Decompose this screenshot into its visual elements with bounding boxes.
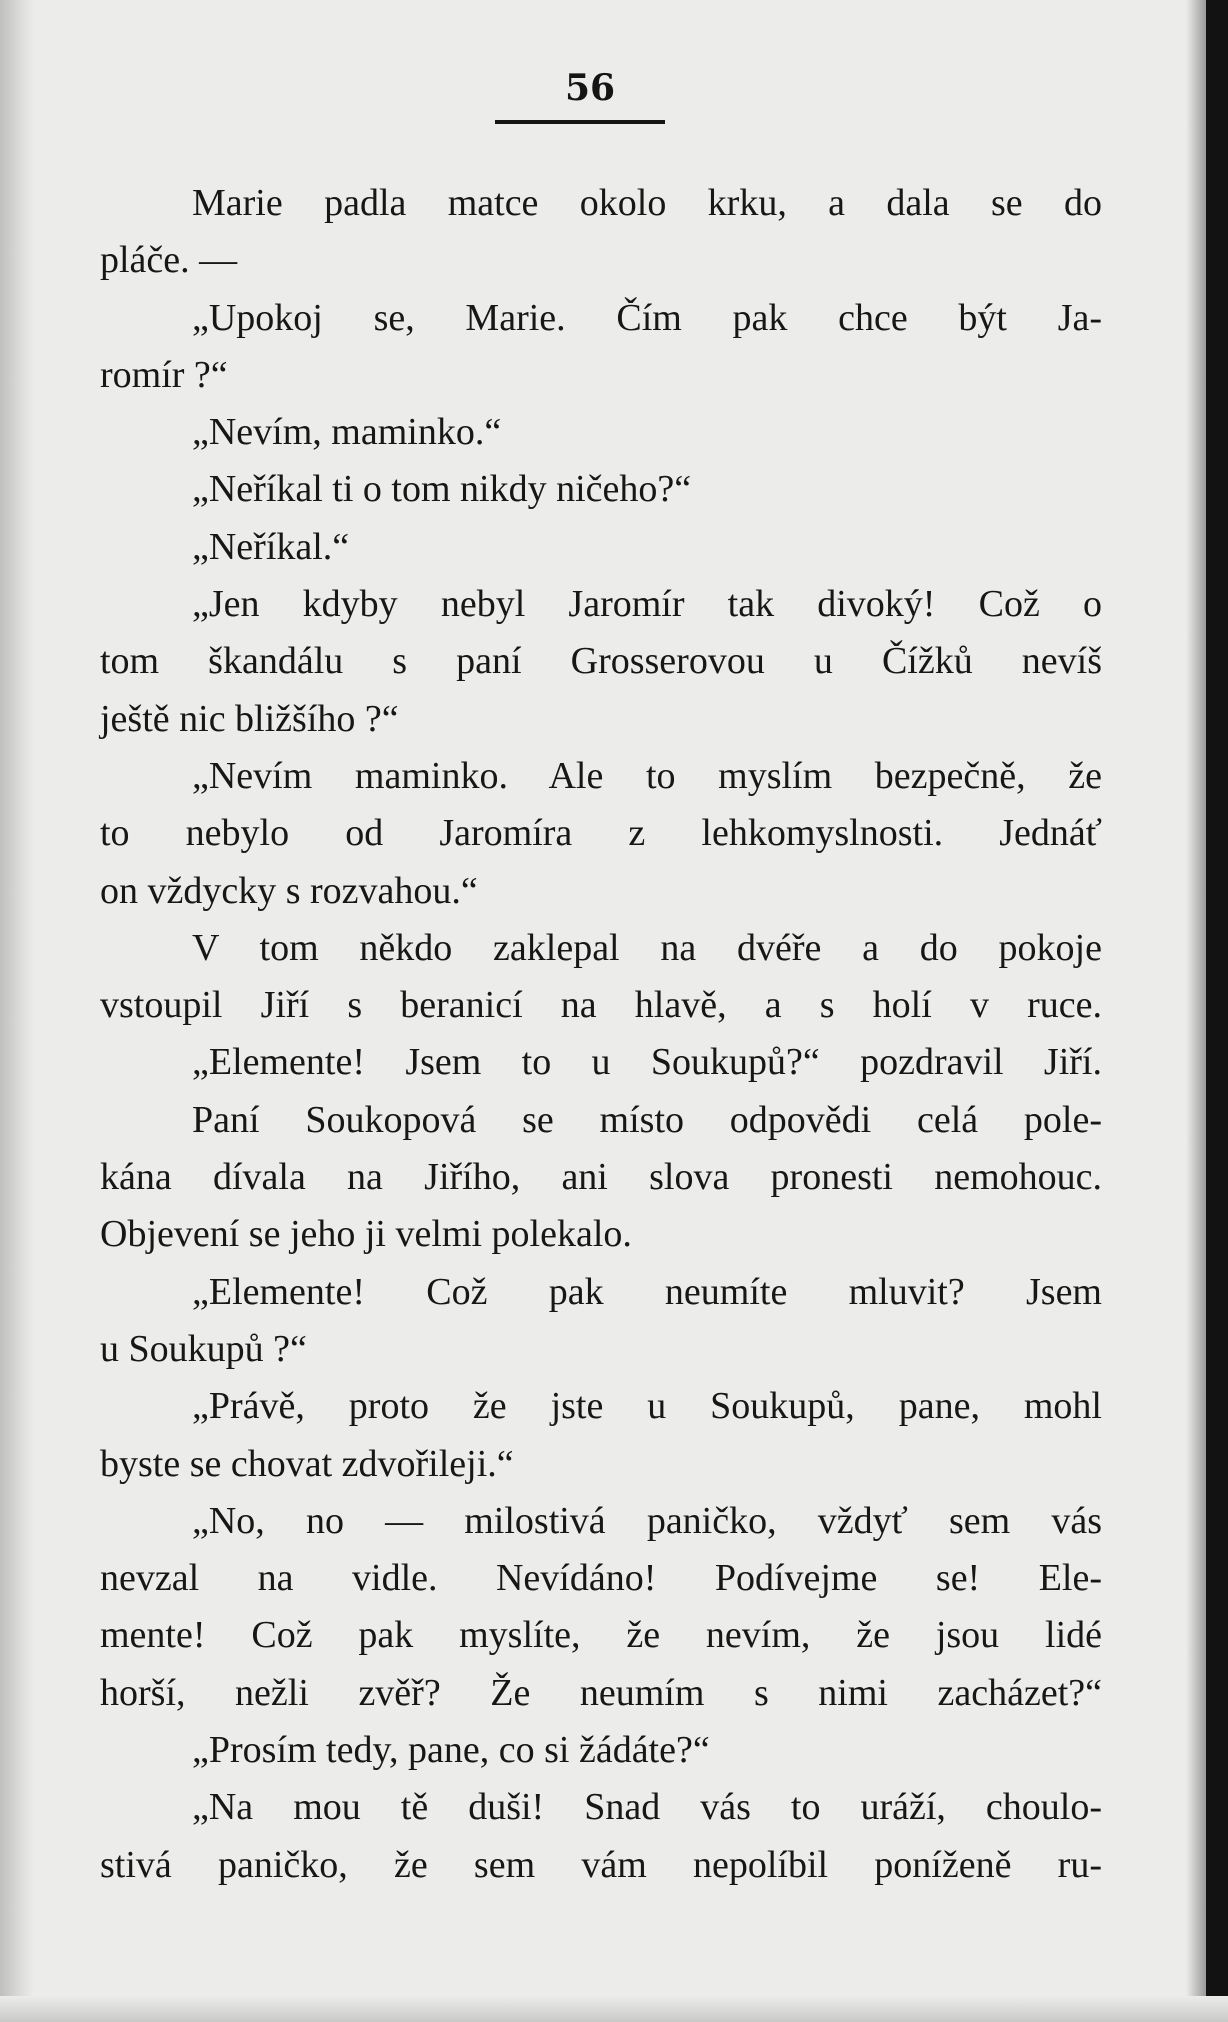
text-line: „No, no — milostivá paničko, vždyť sem vás xyxy=(192,1499,1102,1542)
text-line: on vždycky s rozvahou.“ xyxy=(100,869,478,912)
text-line: „Jen kdyby nebyl Jaromír tak divoký! Což o xyxy=(192,583,1102,626)
scan-right-edge xyxy=(1206,0,1228,2022)
text-line: stivá paničko, že sem vám nepolíbil poníženě ru- xyxy=(100,1843,1102,1886)
text-line: ještě nic bližšího ?“ xyxy=(100,697,399,740)
text-line: V tom někdo zaklepal na dvéře a do pokoje xyxy=(192,926,1102,969)
text-line: „Neříkal ti o tom nikdy ničeho?“ xyxy=(192,468,692,511)
text-line: romír ?“ xyxy=(100,353,228,396)
text-line: „Na mou tě duši! Snad vás to uráží, choulo- xyxy=(192,1786,1102,1829)
scan-left-shadow xyxy=(0,0,34,2022)
text-line: Paní Soukopová se místo odpovědi celá pole- xyxy=(192,1098,1102,1141)
text-line: „Upokoj se, Marie. Čím pak chce být Ja- xyxy=(192,296,1102,339)
text-line: „Právě, proto že jste u Soukupů, pane, mohl xyxy=(192,1385,1102,1428)
text-line: pláče. — xyxy=(100,239,238,282)
text-line: u Soukupů ?“ xyxy=(100,1327,307,1370)
scan-right-fade xyxy=(1186,0,1206,2022)
text-line: kána dívala na Jiřího, ani slova pronesti nemohouc. xyxy=(100,1156,1102,1199)
text-line: „Neříkal.“ xyxy=(192,525,350,568)
text-line: „Elemente! Jsem to u Soukupů?“ pozdravil Jiří. xyxy=(192,1041,1102,1084)
page-number-rule xyxy=(495,120,665,124)
text-line: Marie padla matce okolo krku, a dala se do xyxy=(192,182,1102,224)
page-body-text xyxy=(100,175,1102,1894)
text-line: „Prosím tedy, pane, co si žádáte?“ xyxy=(192,1729,710,1772)
text-line: Objevení se jeho ji velmi polekalo. xyxy=(100,1213,632,1256)
text-line: horší, nežli zvěř? Že neumím s nimi zacházet?“ xyxy=(100,1671,1102,1714)
text-line: to nebylo od Jaromíra z lehkomyslnosti. Jednáť xyxy=(100,812,1102,855)
scan-bottom-shadow xyxy=(0,1996,1228,2022)
text-line: mente! Což pak myslíte, že nevím, že jsou lidé xyxy=(100,1614,1102,1657)
text-line: „Nevím, maminko.“ xyxy=(192,411,502,454)
text-line: „Elemente! Což pak neumíte mluvit? Jsem xyxy=(192,1270,1102,1313)
text-line: byste se chovat zdvořileji.“ xyxy=(100,1442,514,1485)
text-line: tom škandálu s paní Grosserovou u Čížků nevíš xyxy=(100,640,1102,683)
text-line: nevzal na vidle. Nevídáno! Podívejme se! Ele- xyxy=(100,1557,1102,1600)
text-line: „Nevím maminko. Ale to myslím bezpečně, že xyxy=(192,754,1102,797)
page-number: 56 xyxy=(564,67,616,109)
text-line: vstoupil Jiří s beranicí na hlavě, a s holí v ruce. xyxy=(100,984,1102,1027)
